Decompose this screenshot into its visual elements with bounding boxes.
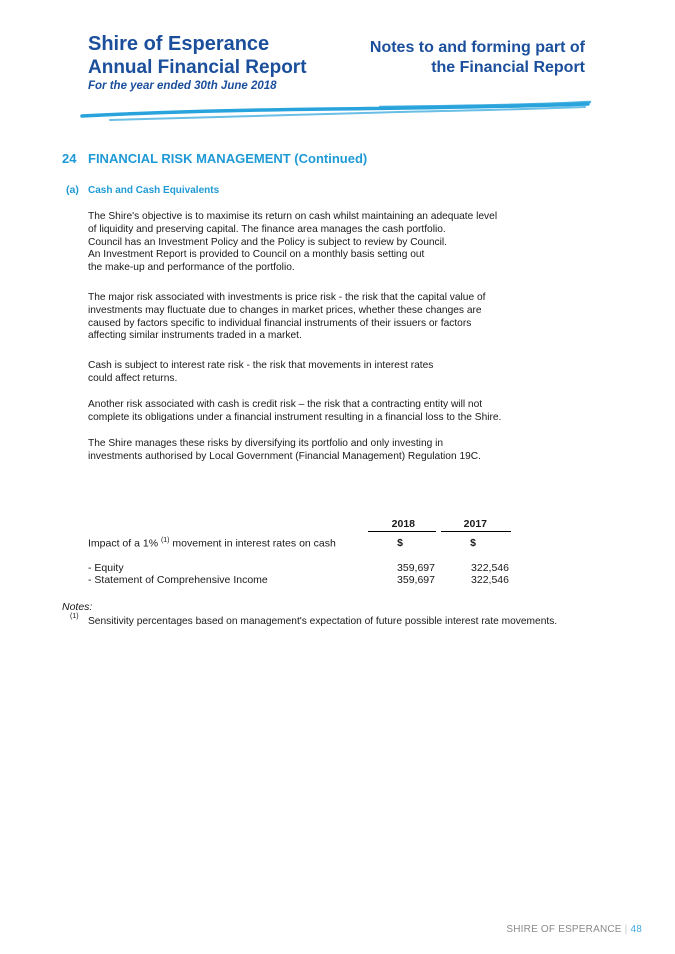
notes-title-line-2: the Financial Report [431,59,585,76]
report-period: For the year ended 30th June 2018 [88,80,277,92]
paragraph-line: An Investment Report is provided to Council on a monthly basis setting out [88,249,425,261]
paragraph-line: Cash is subject to interest rate risk - the risk that movements in interest rates [88,360,434,371]
paragraph-line: the make-up and performance of the portfolio. [88,262,295,274]
impact-label-post: movement in interest rates on cash [169,537,336,550]
paragraph-line: The major risk associated with investments is price risk - the risk that the capital value of [88,292,486,303]
paragraph-line: Council has an Investment Policy and the Policy is subject to review by Council. [88,236,447,248]
paragraph-line: could affect returns. [88,372,178,384]
column-header-2018: 2018 [391,518,415,530]
report-title: Annual Financial Report [88,57,307,78]
section-title: FINANCIAL RISK MANAGEMENT (Continued) [88,151,368,166]
header-brush-stroke [80,98,595,124]
page-footer [506,924,642,935]
paragraph-credit-risk [88,399,588,425]
equity-2018: 359,697 [397,562,435,574]
footer-separator: | [624,924,628,935]
row-label-comprehensive-income: - Statement of Comprehensive Income [88,574,268,586]
organisation-name: Shire of Esperance [88,33,270,55]
impact-label [88,537,336,550]
column-header-2017: 2017 [463,518,487,530]
comprehensive-income-2017: 322,546 [471,574,509,586]
paragraph-line: The Shire manages these risks by diversifying its portfolio and only investing in [88,438,444,449]
footer-org: SHIRE OF ESPERANCE [506,924,622,935]
column-rule-2018 [368,531,436,532]
paragraph-line: investments authorised by Local Government (Financial Management) Regulation 19C. [88,450,481,462]
paragraph-risk-management [88,438,588,464]
footnote-text: Sensitivity percentages based on management's expectation of future possible interest rate movements. [88,616,558,627]
notes-title-line-1: Notes to and forming part of [369,39,585,56]
notes-title [370,38,585,78]
currency-2018: $ [397,537,403,549]
paragraph-line: The Shire's objective is to maximise its return on cash whilst maintaining an adequate level [88,211,498,222]
subsection-letter: (a) [66,184,79,196]
impact-label-pre: Impact of a 1% [88,537,161,550]
footnote-mark: (1) [70,613,79,620]
comprehensive-income-2018: 359,697 [397,574,435,586]
paragraph-line: Another risk associated with cash is credit risk – the risk that a contracting entity will not [88,399,483,410]
paragraph-line: investments may fluctuate due to changes in market prices, whether these changes are [88,304,482,316]
paragraph-interest-rate-risk [88,360,588,386]
paragraph-line: of liquidity and preserving capital. The finance area manages the cash portfolio. [88,223,446,235]
equity-2017: 322,546 [471,562,509,574]
subsection-title: Cash and Cash Equivalents [88,185,220,196]
paragraph-price-risk [88,292,588,343]
paragraph-line: complete its obligations under a financial instrument resulting in a financial loss to the Shire. [88,411,502,423]
paragraph-line: caused by factors specific to individual financial instruments of their issuers or factors [88,317,472,329]
notes-label: Notes: [62,601,93,613]
paragraph-line: affecting similar instruments traded in a market. [88,330,302,342]
column-rule-2017 [441,531,511,532]
page-number: 48 [630,924,642,935]
row-label-equity: - Equity [88,562,124,574]
paragraph-objective [88,211,588,275]
section-number: 24 [62,151,77,166]
footnote-ref: (1) [160,537,170,544]
currency-2017: $ [470,537,476,549]
